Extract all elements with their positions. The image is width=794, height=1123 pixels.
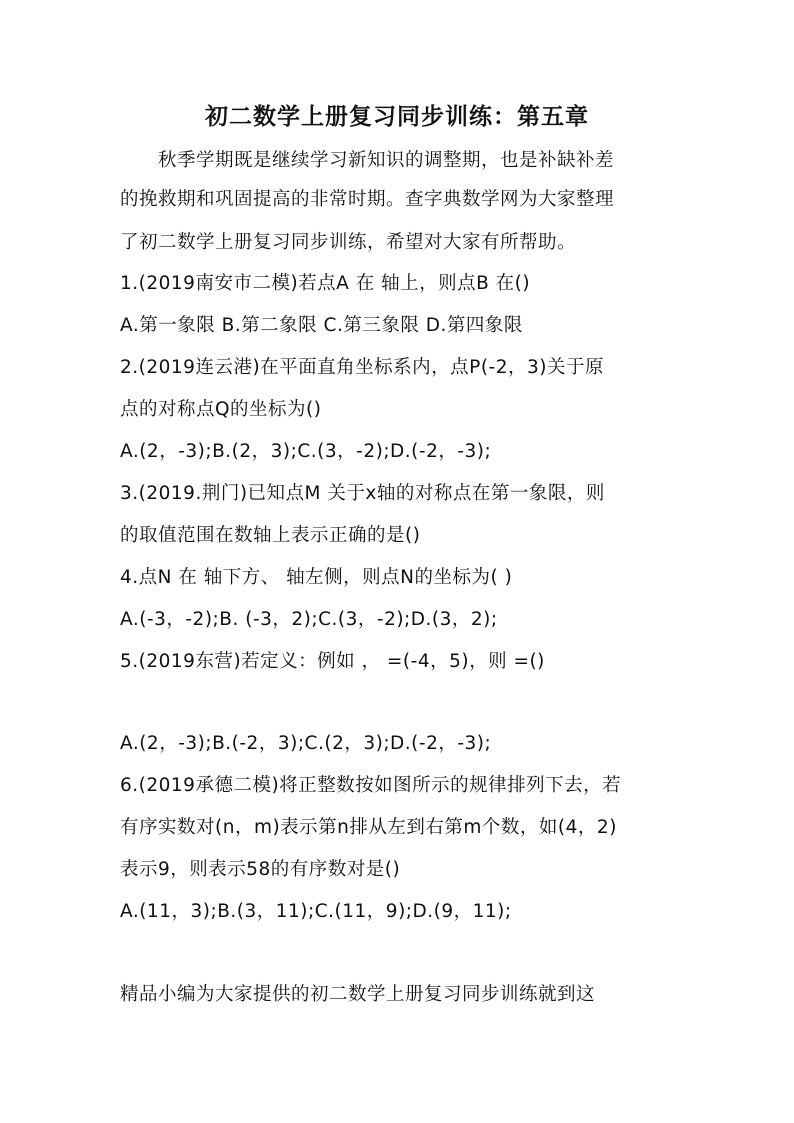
question-1-stem: 1.(2019南安市二模)若点A 在 轴上，则点B 在() [120,273,531,294]
question-6-stem-line-3: 表示9，则表示58的有序数对是() [120,859,401,880]
question-6-stem-line-1: 6.(2019承德二模)将正整数按如图所示的规律排列下去，若 [120,775,622,796]
intro-line-3: 了初二数学上册复习同步训练，希望对大家有所帮助。 [120,232,577,253]
question-2-options: A.(2，-3);B.(2，3);C.(3，-2);D.(-2，-3); [120,441,492,462]
closing-line: 精品小编为大家提供的初二数学上册复习同步训练就到这 [120,984,596,1005]
question-4-options: A.(-3，-2);B. (-3，2);C.(3，-2);D.(3，2); [120,609,498,630]
question-1-options: A.第一象限 B.第二象限 C.第三象限 D.第四象限 [120,315,523,336]
intro-line-2: 的挽救期和巩固提高的非常时期。查字典数学网为大家整理 [120,189,615,210]
question-2-stem-line-1: 2.(2019连云港)在平面直角坐标系内，点P(-2，3)关于原 [120,357,604,378]
question-5-options: A.(2，-3);B.(-2，3);C.(2，3);D.(-2，-3); [120,733,492,754]
intro-line-1: 秋季学期既是继续学习新知识的调整期，也是补缺补差 [158,150,615,171]
document-title: 初二数学上册复习同步训练：第五章 [205,103,589,130]
question-4-stem: 4.点N 在 轴下方、 轴左侧，则点N的坐标为( ) [120,567,513,588]
question-2-stem-line-2: 点的对称点Q的坐标为() [120,399,322,420]
question-3-stem-line-2: 的取值范围在数轴上表示正确的是() [120,525,421,546]
question-5-stem: 5.(2019东营)若定义：例如 ， =(-4，5)，则 =() [120,651,545,672]
question-6-stem-line-2: 有序实数对(n，m)表示第n排从左到右第m个数，如(4，2) [120,817,617,838]
question-3-stem-line-1: 3.(2019.荆门)已知点M 关于x轴的对称点在第一象限，则 [120,483,605,504]
question-6-options: A.(11，3);B.(3，11);C.(11，9);D.(9，11); [120,901,512,922]
